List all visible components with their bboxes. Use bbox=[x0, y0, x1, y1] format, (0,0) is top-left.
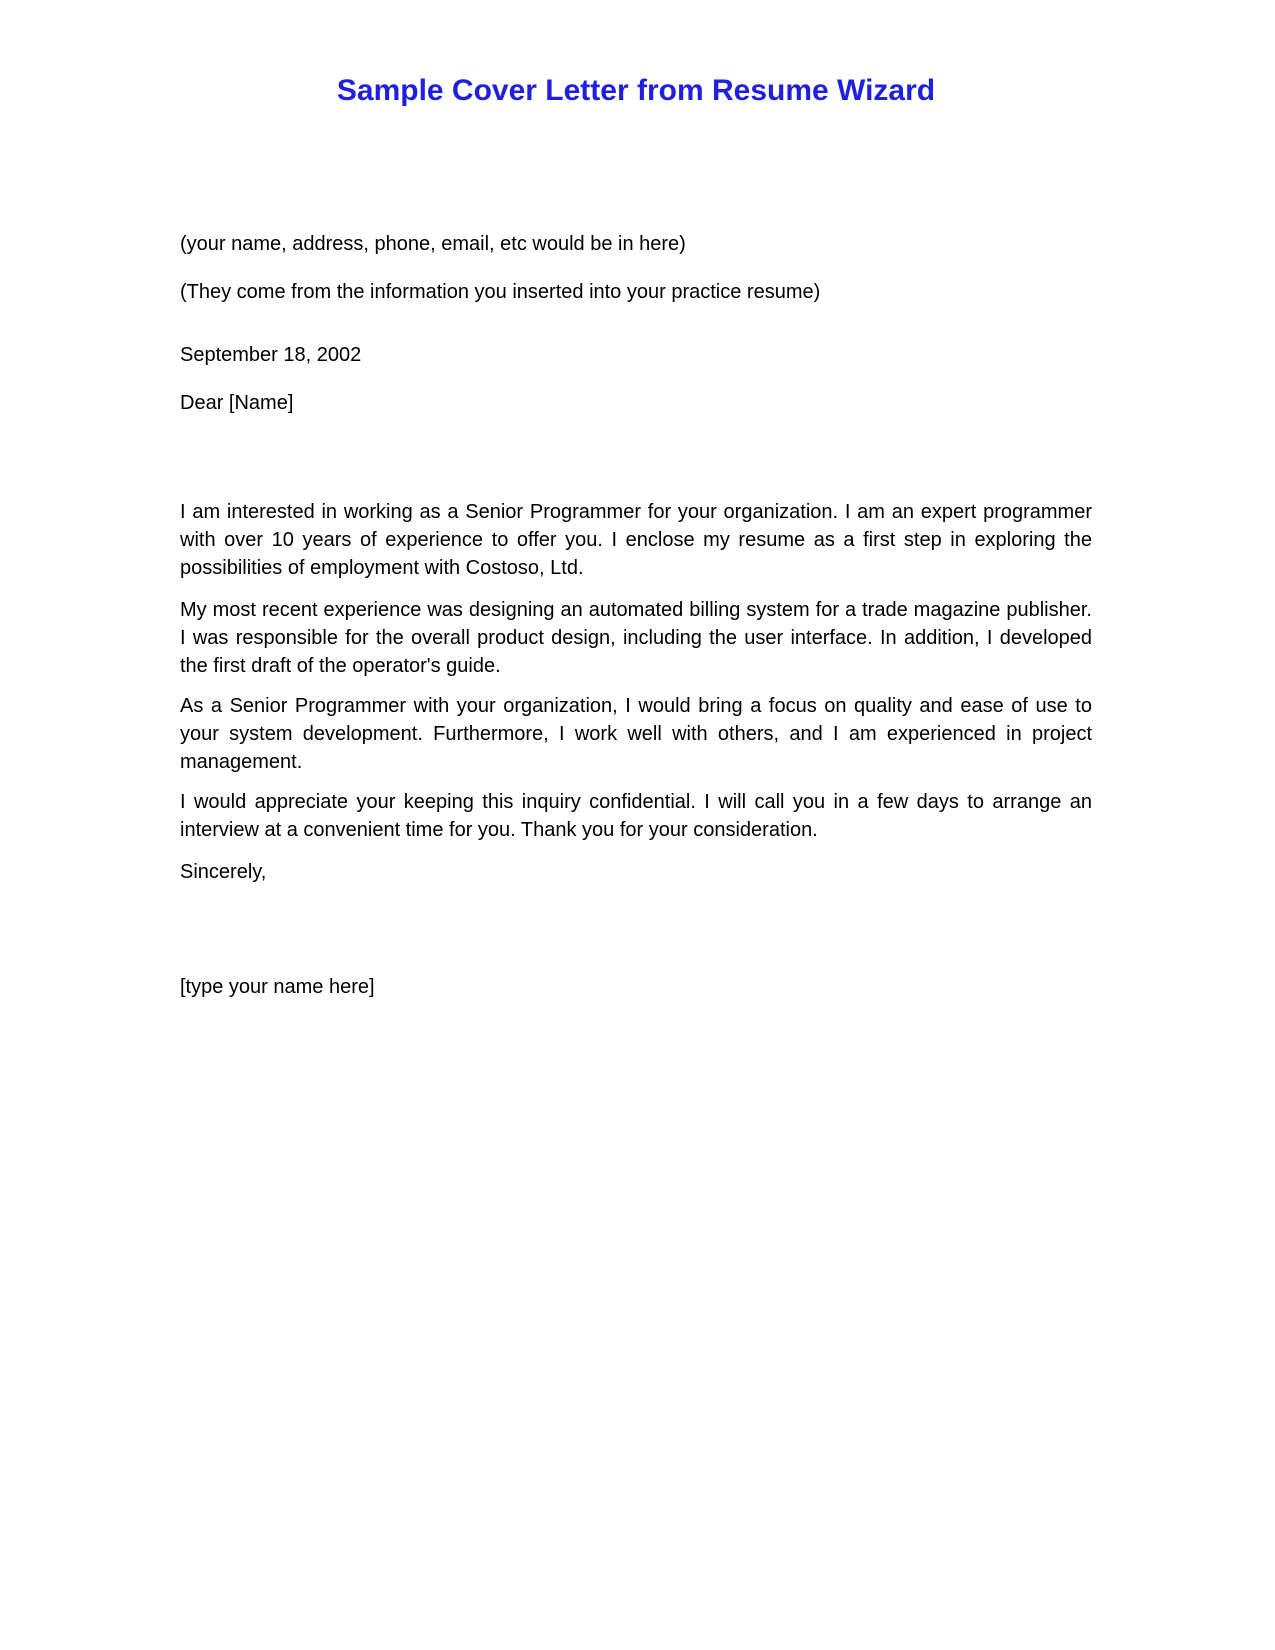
body-paragraph-interest: I am interested in working as a Senior Programmer for your organization. I am an expert programmer with over 10 years of experience to offer you. I enclose my resume as a first step in exploring the possibilities of employment with Costoso, Ltd. bbox=[180, 501, 1092, 579]
placeholder-note-name-address: (your name, address, phone, email, etc would be in here) bbox=[180, 233, 686, 255]
date-line: September 18, 2002 bbox=[180, 344, 362, 366]
body-paragraph-qualities: As a Senior Programmer with your organization, I would bring a focus on quality and ease of use to your system development. Furthermore, I work well with others, and I am experienced in project management. bbox=[180, 695, 1092, 773]
closing: Sincerely, bbox=[180, 861, 267, 883]
body-paragraph-confidential: I would appreciate your keeping this inquiry confidential. I will call you in a few days to arrange an interview at a convenient time for you. Thank you for your consideration. bbox=[180, 791, 1092, 841]
body-paragraph-experience: My most recent experience was designing an automated billing system for a trade magazine publisher. I was responsible for the overall product design, including the user interface. In addition, I developed the first draft of the operator's guide. bbox=[180, 599, 1092, 677]
signature-placeholder: [type your name here] bbox=[180, 976, 375, 998]
document-title: Sample Cover Letter from Resume Wizard bbox=[336, 74, 936, 107]
salutation: Dear [Name] bbox=[180, 392, 294, 414]
placeholder-note-source: (They come from the information you inserted into your practice resume) bbox=[180, 281, 821, 303]
